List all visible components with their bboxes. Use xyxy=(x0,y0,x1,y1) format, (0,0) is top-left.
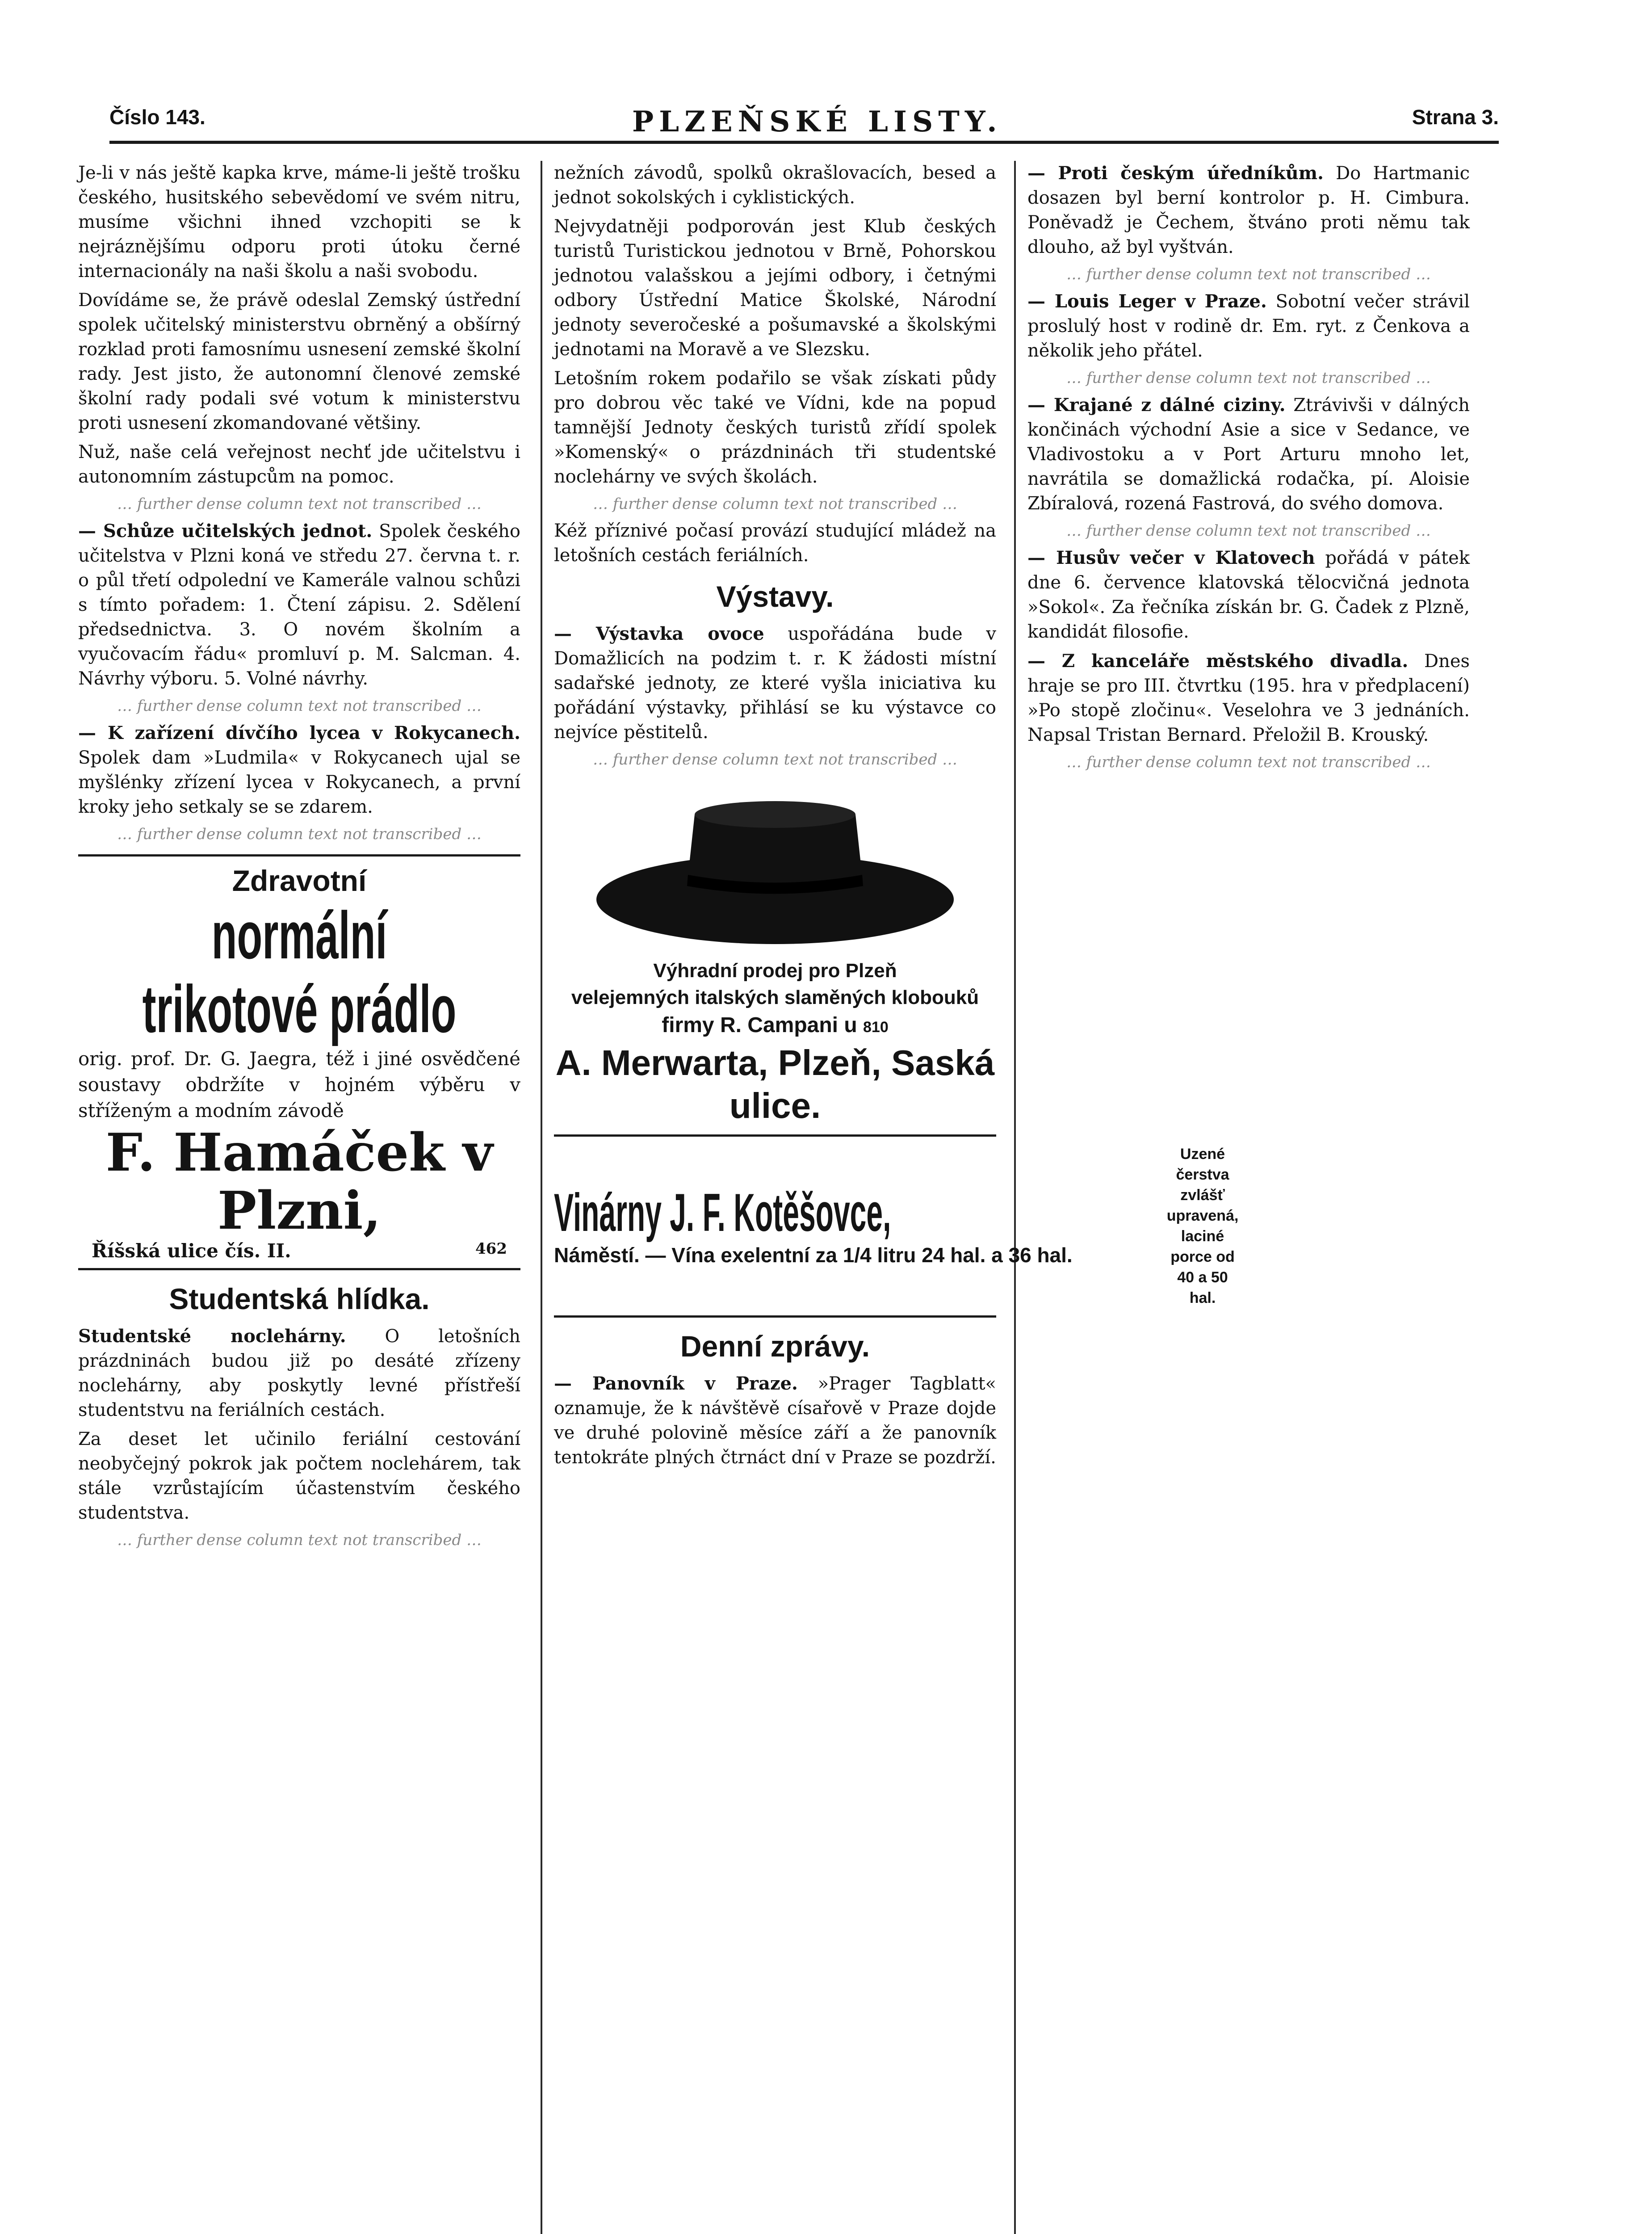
news-item-title: — Krajané z dálné ciziny. xyxy=(1027,395,1286,416)
ad-merchant: F. Hamáček v Plzni, xyxy=(105,1122,493,1241)
news-item-text: Spolek českého učitelstva v Plzni koná ve středu 27. června t. r. o půl třetí odpolední ve Kamerále valnou schůzi s tímto pořadem: 1. Čtení zápisu. 2. Sdělení předsednictva. 3. O novém školním a vyučovacím řádu« promluví p. M. Salcman. 4. Návrhy výboru. 5. Volné návrhy. xyxy=(78,521,520,689)
issue-number: Číslo 143. xyxy=(109,105,205,129)
news-item xyxy=(78,519,520,691)
omitted-text: … further dense column text not transcribed … xyxy=(1066,753,1431,771)
article-paragraph: Je-li v nás ještě kapka krve, máme-li ještě trošku českého, husitského sebevědomí ve svém nitru, musíme všichni ihned vzchopiti se k nejráznějšímu odporu proti útoku černé internacionály na naši školu a naši svobodu. xyxy=(78,163,520,281)
ad-firm-line xyxy=(554,1011,996,1041)
advertisement-underwear xyxy=(78,854,520,1270)
page-header xyxy=(109,101,1499,144)
straw-hat-illustration xyxy=(592,788,958,949)
ad-merchant: A. Merwarta, Plzeň, Saská ulice. xyxy=(554,1041,996,1137)
article-paragraph: Nuž, naše celá veřejnost nechť jde učitelstvu i autonomním zástupcům na pomoc. xyxy=(78,442,520,487)
news-item xyxy=(1027,289,1470,363)
ad-address: Říšská ulice čís. II. xyxy=(92,1240,291,1262)
omitted-text: … further dense column text not transcribed … xyxy=(117,1531,482,1549)
news-item xyxy=(1027,393,1470,516)
ad-address-line xyxy=(78,1240,520,1262)
ad-headline: Výhradní prodej pro Plzeň xyxy=(653,960,897,982)
ad-body: Náměstí. — Vína exelentní za 1/4 litru 24 hal. a 36 hal. xyxy=(554,1243,1073,1267)
news-item xyxy=(1027,546,1470,644)
article-paragraph: Letošním rokem podařilo se však získati půdy pro dobrou věc také ve Vídni, kde na popud tamnější Jednoty českých turistů zřídí spolek »Komenský« o prázdninách tři studentské noclehárny ve svých školách. xyxy=(554,368,996,487)
omitted-text: … further dense column text not transcribed … xyxy=(117,495,482,513)
news-item xyxy=(554,621,996,745)
omitted-text: … further dense column text not transcribed … xyxy=(117,825,482,843)
news-item-text: Ztrávivši v dálných končinách východní Asie a sice v Sedance, ve Vladivostoku a v Port Arturu mnoho let, navrátila se domažlická rodačka, pí. Aloisie Zbíralová, rozená Fastrová, do svého domova. xyxy=(1027,395,1470,514)
news-item-text: pořádá v pátek dne 6. července klatovská tělocvičná jednota »Sokol«. Za řečníka získán br. G. Čadek z Plzně, kandidát filosofie. xyxy=(1027,548,1470,642)
column-1 xyxy=(78,161,520,2234)
omitted-text: … further dense column text not transcribed … xyxy=(117,697,482,715)
omitted-text: … further dense column text not transcribed … xyxy=(592,751,958,768)
section-heading: Studentská hlídka. xyxy=(169,1282,430,1315)
news-item-text: Sobotní večer strávil proslulý host v rodině dr. Em. ryt. z Čenkova a několik jeho přátel. xyxy=(1027,291,1470,361)
section-heading: Denní zprávy. xyxy=(680,1330,870,1363)
page-number: Strana 3. xyxy=(1412,105,1499,129)
section-heading: Výstavy. xyxy=(716,580,834,613)
column-divider xyxy=(541,161,542,2234)
omitted-text: … further dense column text not transcribed … xyxy=(592,495,958,513)
news-item-title: — Louis Leger v Praze. xyxy=(1027,291,1267,312)
ad-side-text: Uzené čerstva zvlášť upravená, laciné porce od 40 a 50 hal. xyxy=(1166,1146,1239,1306)
ad-product: normální trikotové prádlo xyxy=(142,898,457,1046)
ad-headline: Zdravotní xyxy=(232,864,367,897)
news-item xyxy=(554,1371,996,1470)
hat-top xyxy=(695,801,855,828)
news-item xyxy=(78,1324,520,1423)
article-paragraph: Za deset let učinilo feriální cestování neobyčejný pokrok jak počtem noclehárem, tak stále vzrůstajícím účastenstvím českého studentstva. xyxy=(78,1429,520,1523)
news-item-title: — Z kanceláře městského divadla. xyxy=(1027,651,1409,672)
news-item xyxy=(1027,161,1470,260)
omitted-text: … further dense column text not transcribed … xyxy=(1066,522,1431,540)
column-3 xyxy=(1027,161,1470,2234)
article-paragraph: Kéž příznivé počasí provází studující mládež na letošních cestách feriálních. xyxy=(554,521,996,566)
omitted-text: … further dense column text not transcribed … xyxy=(1066,265,1431,283)
news-item-title: — Panovník v Praze. xyxy=(554,1373,798,1394)
ad-number: 462 xyxy=(475,1240,507,1258)
news-item-text: Spolek dam »Ludmila« v Rokycanech ujal se myšlénky zřízení lycea v Rokycanech, a první kroky jeho setkaly se se zdarem. xyxy=(78,747,520,817)
ad-firm: firmy R. Campani u xyxy=(662,1013,857,1037)
news-item-text: O letošních prázdninách budou již po desáté zřízeny noclehárny, aby poskytly levné přístřeší studentstvu na feriálních cestách. xyxy=(78,1326,520,1420)
news-item-title: Studentské noclehárny. xyxy=(78,1326,346,1347)
news-item-text: Do Hartmanic dosazen byl berní kontrolor p. H. Cimbura. Poněvadž je Čechem, štváno proti němu tak dlouho, až byl vyštván. xyxy=(1027,163,1470,257)
news-item-title: — Výstavka ovoce xyxy=(554,623,764,644)
ad-headline: Vinárny J. F. Kotěšovce, xyxy=(554,1183,891,1243)
omitted-text: … further dense column text not transcribed … xyxy=(1066,369,1431,387)
newspaper-title: PLZEŇSKÉ LISTY. xyxy=(632,105,1002,139)
ad-body: orig. prof. Dr. G. Jaegra, též i jiné osvědčené soustavy obdržíte v hojném výběru v stříženým a modním závodě xyxy=(78,1048,520,1121)
article-paragraph: Nejvydatněji podporován jest Klub českých turistů Turistickou jednotou v Brně, Pohorskou jednotou valašskou a jejími odbory, i četnými odbory Ústřední Matice Školské, Národní jednoty severočeské a pošumavské a školskými jednotami na Moravě a ve Slezsku. xyxy=(554,216,996,360)
news-item xyxy=(1027,649,1470,747)
advertisement-hats xyxy=(554,957,996,1137)
news-item-title: — K zařízení dívčího lycea v Rokycanech. xyxy=(78,722,520,743)
news-item-text: Dnes hraje se pro III. čtvrtku (195. hra v předplacení) »Po stopě zločinu«. Veselohra ve 3 jednáních. Napsal Tristan Bernard. Přeložil B. Krouský. xyxy=(1027,651,1470,745)
news-item-title: — Schůze učitelských jednot. xyxy=(78,521,373,542)
news-item xyxy=(78,721,520,819)
ad-product: velejemných italských slaměných klobouků xyxy=(571,987,979,1008)
news-item-title: — Husův večer v Klatovech xyxy=(1027,547,1315,568)
news-item-text: »Prager Tagblatt« oznamuje, že k návštěvě císařově v Praze dojde ve druhé polovině měsíce září a že panovník tentokráte plných čtrnáct dní v Praze se pozdrží. xyxy=(554,1373,996,1468)
advertisement-wine-bar xyxy=(554,1137,1239,1318)
ad-number: 810 xyxy=(863,1019,889,1036)
article-paragraph: Dovídáme se, že právě odeslal Zemský ústřední spolek učitelský ministerstvu obrněný a obšírný rozklad proti famosnímu usnesení zemské školní rady. Jest jisto, že autonomní členové zemské školní rady podali své votum k ministerstvu proti usnesení zkomandované většiny. xyxy=(78,290,520,433)
news-item-text: uspořádána bude v Domažlicích na podzim t. r. K žádosti místní sadařské jednoty, ze které vyšla iniciativa ku pořádání výstavky, přihlásí se ku výstavce co nejvíce pěstitelů. xyxy=(554,624,997,743)
news-item-title: — Proti českým úředníkům. xyxy=(1027,163,1324,184)
article-paragraph: nežních závodů, spolků okrašlovacích, besed a jednot sokolských i cyklistických. xyxy=(554,163,996,208)
